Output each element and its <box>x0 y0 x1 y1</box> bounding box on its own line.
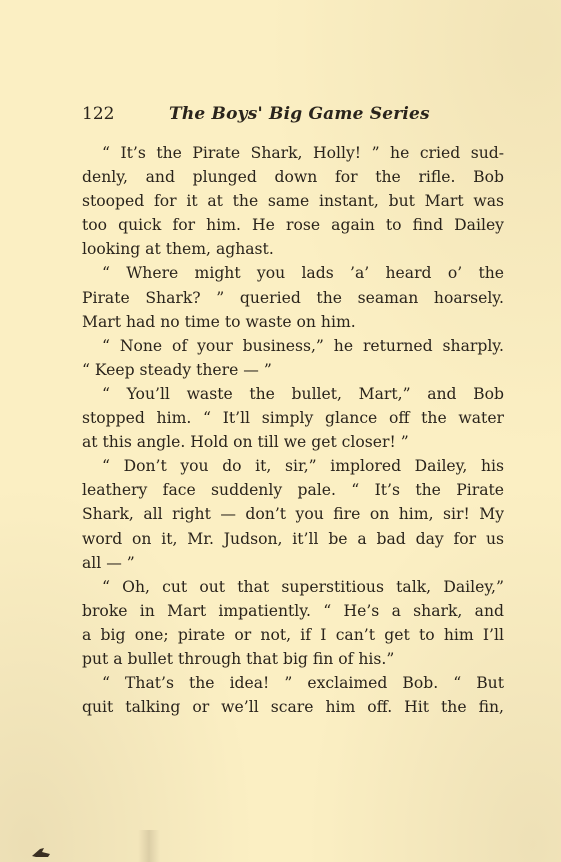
text-line: all — ” <box>82 553 135 572</box>
text-line: word on it, Mr. Judson, it’ll be a bad day for us <box>82 529 504 548</box>
text-line: “ You’ll waste the bullet, Mart,” and Bob <box>102 384 504 403</box>
text-line: too quick for him. He rose again to find Dailey <box>82 216 504 235</box>
text-line: “ It’s the Pirate Shark, Holly! ” he cried sud- <box>102 144 504 162</box>
text-line: broke in Mart impatiently. “ He’s a shark, and <box>82 601 504 620</box>
text-line: “ None of your business,” he returned sharply. <box>102 336 504 355</box>
text-line: “ Don’t you do it, sir,” implored Dailey, his <box>102 457 504 476</box>
text-line: stopped him. “ It’ll simply glance off the water <box>82 409 504 428</box>
text-line: “ That’s the idea! ” exclaimed Bob. “ But <box>102 674 504 693</box>
running-title: The Boys' Big Game Series <box>169 104 430 124</box>
ink-blot-icon <box>30 846 52 858</box>
text-line: stooped for it at the same instant, but Mart was <box>82 192 504 211</box>
text-line: looking at them, aghast. <box>82 240 274 259</box>
text-line: Shark, all right — don’t you fire on him, sir! My <box>82 505 504 524</box>
text-line: Pirate Shark? ” queried the seaman hoarsely. <box>82 288 504 307</box>
page-number: 122 <box>82 104 115 124</box>
body-text <box>82 141 504 719</box>
text-line: denly, and plunged down for the rifle. Bob <box>82 168 504 187</box>
text-line: “ Where might you lads ’a’ heard o’ the <box>102 264 504 283</box>
text-line: put a bullet through that big fin of his.” <box>82 649 395 668</box>
text-line: “ Keep steady there — ” <box>82 360 272 379</box>
text-line: Mart had no time to waste on him. <box>82 312 356 331</box>
text-line: “ Oh, cut out that superstitious talk, Dailey,” <box>102 577 504 596</box>
page-header <box>82 102 502 126</box>
page-shadow <box>138 830 160 862</box>
text-line: leathery face suddenly pale. “ It’s the Pirate <box>82 481 504 500</box>
text-line: a big one; pirate or not, if I can’t get to him I’ll <box>82 625 504 644</box>
text-line: at this angle. Hold on till we get closer! ” <box>82 433 409 452</box>
text-line: quit talking or we’ll scare him off. Hit the fin, <box>82 698 504 717</box>
